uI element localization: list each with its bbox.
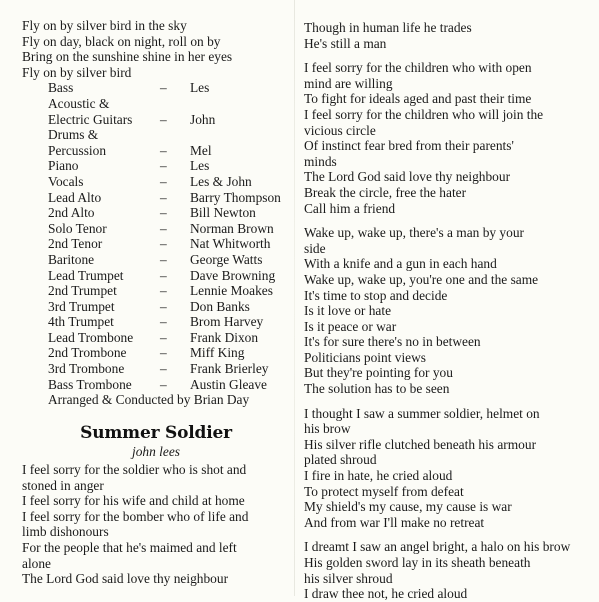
credit-row: [48, 236, 290, 252]
lyric-line: Fly on day, black on night, roll on by: [22, 33, 221, 49]
credit-row: [48, 80, 290, 96]
credit-dash: –: [160, 220, 167, 236]
credit-role: 2nd Tenor: [48, 236, 103, 252]
lyric-line: I feel sorry for the bomber who of life and: [22, 508, 249, 524]
credit-dash: –: [160, 189, 167, 205]
lyric-line: mind are willing: [304, 75, 393, 91]
intro-lyrics: [22, 18, 290, 80]
credit-name: Barry Thompson: [190, 189, 281, 205]
lyric-line: It's for sure there's no in between: [304, 334, 481, 350]
credit-dash: –: [160, 236, 167, 252]
lyric-line: And from war I'll make no retreat: [304, 514, 485, 530]
lyric-line: Wake up, wake up, there's a man by your: [304, 225, 524, 241]
credit-name: Austin Gleave: [190, 376, 267, 392]
lyric-line: Bring on the sunshine shine in her eyes: [22, 49, 233, 65]
lyric-line: To fight for ideals aged and past their time: [304, 91, 532, 107]
credit-role-line: Percussion: [48, 142, 107, 158]
lyric-line: Break the circle, free the hater: [304, 184, 467, 200]
credit-dash: –: [160, 251, 167, 267]
lyric-line: Is it love or hate: [304, 303, 392, 319]
credit-dash: –: [160, 329, 167, 345]
page-fold: [294, 0, 295, 596]
credit-row: [48, 330, 290, 346]
lyric-line: Politicians point views: [304, 349, 426, 365]
lyric-line: I thought I saw a summer soldier, helmet on: [304, 405, 540, 421]
lyric-line: His golden sword lay in its sheath beneath: [304, 555, 531, 570]
lyric-line: Of instinct fear bred from their parents': [304, 138, 514, 154]
credit-name: Brom Harvey: [190, 314, 264, 330]
credit-role-line: Acoustic &: [48, 95, 110, 111]
lyric-line: minds: [304, 153, 337, 169]
lyric-line: Wake up, wake up, you're one and the same: [304, 271, 539, 287]
credit-name: Dave Browning: [190, 267, 276, 283]
lyric-line: For the people that he's maimed and left: [22, 540, 237, 555]
lyric-line: But they're pointing for you: [304, 365, 453, 381]
arranged-credit: Arranged & Conducted by Brian Day: [48, 392, 250, 408]
credit-row: [48, 221, 290, 237]
lyric-line: side: [304, 240, 326, 256]
lyric-line: I dreamt I saw an angel bright, a halo on his brow: [304, 539, 571, 555]
credit-name: Mel: [190, 142, 212, 158]
credit-role: 3rd Trumpet: [48, 298, 115, 314]
credit-role: Piano: [48, 158, 79, 174]
credit-dash: –: [160, 111, 167, 127]
credit-role: Lead Trombone: [48, 329, 134, 345]
stanza: [304, 225, 594, 397]
stanza-gap: [304, 216, 594, 225]
verse-1: [22, 462, 290, 587]
credit-dash: –: [160, 298, 167, 314]
credit-dash: –: [160, 142, 167, 158]
stanza-gap: [304, 530, 594, 539]
credit-role: Vocals: [48, 173, 84, 189]
credit-row: [48, 299, 290, 315]
credit-dash: –: [160, 158, 167, 174]
lyric-line: Fly on by silver bird in the sky: [22, 18, 187, 33]
lyric-line: With a knife and a gun in each hand: [304, 256, 497, 272]
stanza: [304, 20, 594, 51]
lyric-line: alone: [22, 555, 51, 571]
lyric-line: Though in human life he trades: [304, 20, 472, 35]
lyric-line: stoned in anger: [22, 477, 104, 493]
credit-role: 2nd Trumpet: [48, 283, 117, 299]
song-author: john lees: [132, 444, 180, 460]
credit-role: 4th Trumpet: [48, 314, 114, 330]
credit-name: Frank Dixon: [190, 329, 259, 345]
credit-role: 3rd Trombone: [48, 361, 125, 377]
lyric-line: his brow: [304, 421, 351, 437]
credit-name: Les: [190, 80, 210, 96]
credit-row: [48, 252, 290, 268]
lyric-line: The Lord God said love thy neighbour: [22, 571, 229, 587]
right-column: [304, 20, 594, 602]
lyric-line: Fly on by silver bird: [22, 64, 132, 80]
credit-role-line: Electric Guitars: [48, 111, 133, 127]
credit-dash: –: [160, 80, 167, 96]
credit-name: Miff King: [190, 345, 245, 361]
credit-name: Nat Whitworth: [190, 236, 271, 252]
credit-name: Norman Brown: [190, 220, 274, 236]
credit-role: [48, 127, 160, 158]
credit-role-line: Drums &: [48, 127, 99, 143]
credits-list: [48, 80, 290, 407]
credit-row: [48, 96, 290, 127]
credit-row: [48, 158, 290, 174]
lyric-line: plated shroud: [304, 452, 377, 468]
credit-dash: –: [160, 283, 167, 299]
stanza-gap: [304, 397, 594, 406]
lyric-line: His silver rifle clutched beneath his armour: [304, 436, 537, 452]
lyric-line: It's time to stop and decide: [304, 287, 448, 303]
stanza: [304, 406, 594, 531]
credit-name: Bill Newton: [190, 205, 256, 221]
lyric-line: To protect myself from defeat: [304, 483, 464, 499]
credit-row: [48, 190, 290, 206]
lyric-line: I draw thee not, he cried aloud: [304, 586, 468, 602]
lyric-line: Call him a friend: [304, 200, 396, 216]
credit-row: [48, 377, 290, 393]
credit-role: Bass Trombone: [48, 376, 132, 392]
lyric-line: I feel sorry for the children who will join the: [304, 106, 544, 122]
credit-name: Don Banks: [190, 298, 250, 314]
lyric-line: The Lord God said love thy neighbour: [304, 169, 511, 185]
lyric-line: I feel sorry for the children who with open: [304, 60, 532, 76]
credit-dash: –: [160, 267, 167, 283]
stanza: [304, 539, 594, 601]
credit-row: [48, 345, 290, 361]
credit-role: Lead Alto: [48, 189, 102, 205]
credit-dash: –: [160, 361, 167, 377]
credit-name: George Watts: [190, 251, 263, 267]
credit-role: Lead Trumpet: [48, 267, 124, 283]
credit-row: [48, 268, 290, 284]
credit-dash: –: [160, 314, 167, 330]
credit-name: Les: [190, 158, 210, 174]
credit-role: Bass: [48, 80, 74, 96]
lyric-line: I fire in hate, he cried aloud: [304, 468, 453, 484]
credit-role: [48, 96, 160, 127]
credit-name: John: [190, 111, 216, 127]
credit-name: Les & John: [190, 173, 252, 189]
credit-dash: –: [160, 205, 167, 221]
credit-dash: –: [160, 345, 167, 361]
credit-role: Baritone: [48, 251, 95, 267]
lyric-line: I feel sorry for the soldier who is shot and: [22, 462, 247, 478]
left-column: [22, 18, 290, 587]
credit-name: Lennie Moakes: [190, 283, 273, 299]
credit-row: [48, 205, 290, 221]
song-title: Summer Soldier: [80, 422, 232, 443]
stanza-gap: [304, 51, 594, 60]
credit-role: 2nd Alto: [48, 205, 95, 221]
lyric-line: The solution has to be seen: [304, 381, 450, 397]
credit-name: Frank Brierley: [190, 361, 269, 377]
lyric-line: vicious circle: [304, 122, 376, 138]
lyric-line: Is it peace or war: [304, 318, 397, 334]
credit-row: [48, 314, 290, 330]
lyric-line: I feel sorry for his wife and child at home: [22, 493, 245, 509]
lyric-line: My shield's my cause, my cause is war: [304, 499, 512, 515]
lyric-line: limb dishonours: [22, 524, 109, 540]
credit-row: [48, 174, 290, 190]
credit-dash: –: [160, 173, 167, 189]
stanza: [304, 60, 594, 216]
credit-role: Solo Tenor: [48, 220, 107, 236]
credit-row: [48, 127, 290, 158]
credit-row: [48, 361, 290, 377]
credit-role: 2nd Trombone: [48, 345, 127, 361]
lyric-line: his silver shroud: [304, 570, 393, 586]
lyric-line: He's still a man: [304, 35, 387, 51]
credit-row: [48, 283, 290, 299]
credit-dash: –: [160, 376, 167, 392]
